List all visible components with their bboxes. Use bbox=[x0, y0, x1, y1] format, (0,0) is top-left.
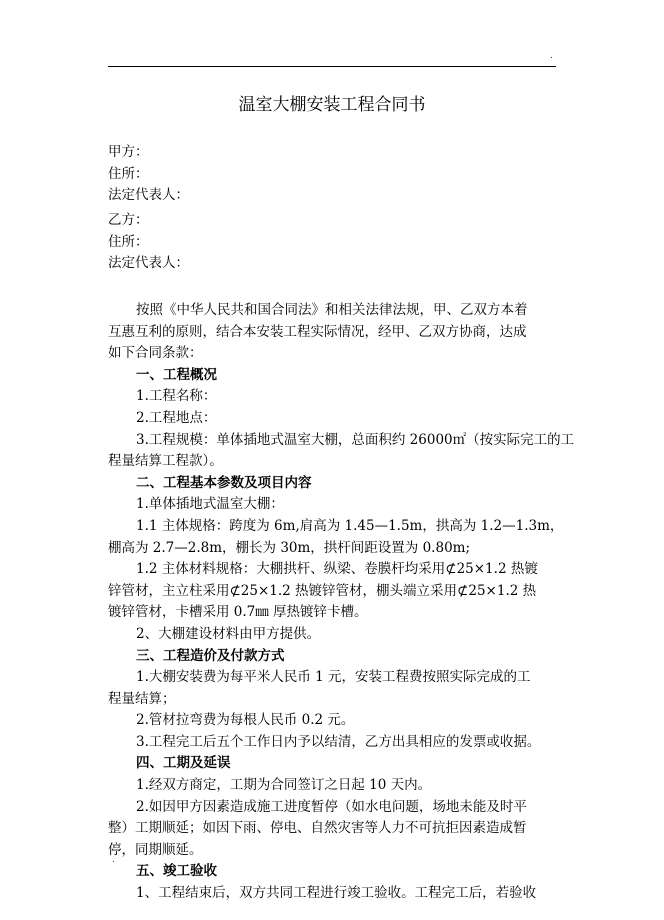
body-line: 锌管材，主立柱采用⊄25×1.2 热镀锌管材，棚头端立采用⊄25×1.2 热 bbox=[108, 582, 537, 599]
body-line: 3.工程完工后五个工作日内予以结清，乙方出具相应的发票或收据。 bbox=[136, 733, 541, 750]
body-line: 1.单体插地式温室大棚： bbox=[136, 496, 284, 513]
body-line: 棚高为 2.7—2.8m，棚长为 30m，拱杆间距设置为 0.80m; bbox=[108, 539, 471, 556]
section-heading: 一、工程概况 bbox=[136, 366, 217, 383]
body-line: 整）工期顺延；如因下雨、停电、自然灾害等人力不可抗拒因素造成暂 bbox=[108, 820, 527, 837]
section-heading: 三、工程造价及付款方式 bbox=[136, 647, 285, 664]
header-rule bbox=[108, 66, 556, 67]
body-line: 程量结算； bbox=[108, 690, 176, 707]
party-b-block bbox=[108, 210, 560, 275]
party-a-block bbox=[108, 142, 560, 207]
corner-mark-bottom: . bbox=[112, 855, 115, 865]
body-line: 1.大棚安装费为每平米人民币 1 元，安装工程费按照实际完成的工 bbox=[136, 669, 531, 686]
body-line: 2、大棚建设材料由甲方提供。 bbox=[136, 625, 321, 642]
party-b-address-label: 住所： bbox=[108, 233, 149, 250]
section-heading: 四、工期及延误 bbox=[136, 755, 231, 772]
section-heading: 二、工程基本参数及项目内容 bbox=[136, 474, 312, 491]
body-line: 1.2 主体材料规格：大棚拱杆、纵梁、卷膜杆均采用⊄25×1.2 热镀 bbox=[136, 561, 538, 578]
corner-mark-top: . bbox=[550, 51, 553, 61]
body-line: 2.如因甲方因素造成施工进度暂停（如水电问题，场地未能及时平 bbox=[136, 798, 527, 815]
party-a-rep-label: 法定代表人： bbox=[108, 187, 189, 204]
body-line: 停，同期顺延。 bbox=[108, 841, 203, 858]
body-line: 互惠互利的原则，结合本安装工程实际情况，经甲、乙双方协商，达成 bbox=[108, 323, 527, 340]
body-line: 1、工程结束后，双方共同工程进行竣工验收。工程完工后，若验收 bbox=[136, 885, 537, 902]
document-title: 温室大棚安装工程合同书 bbox=[238, 95, 426, 115]
section-heading: 五、竣工验收 bbox=[136, 863, 217, 880]
body-line: 如下合同条款： bbox=[108, 345, 203, 362]
body-line: 1.1 主体规格：跨度为 6m,肩高为 1.45—1.5m，拱高为 1.2—1.3m， bbox=[136, 517, 564, 534]
body-line: 镀锌管材，卡槽采用 0.7㎜ 厚热镀锌卡槽。 bbox=[108, 604, 368, 621]
body-line: 程量结算工程款）。 bbox=[108, 453, 223, 470]
body-line: 按照《中华人民共和国合同法》和相关法律法规，甲、乙双方本着 bbox=[136, 302, 528, 318]
body-line: 1.工程名称： bbox=[136, 388, 217, 405]
body-line: 3.工程规模：单体插地式温室大棚，总面积约 26000㎡（按实际完工的工 bbox=[136, 431, 575, 448]
body-line: 1.经双方商定，工期为合同签订之日起 10 天内。 bbox=[136, 777, 432, 794]
party-b-name-label: 乙方： bbox=[108, 212, 149, 228]
party-a-name-label: 甲方： bbox=[108, 144, 149, 160]
contract-body bbox=[108, 300, 575, 905]
party-a-address-label: 住所： bbox=[108, 165, 149, 182]
party-b-rep-label: 法定代表人： bbox=[108, 255, 189, 272]
body-line: 2.管材拉弯费为每根人民币 0.2 元。 bbox=[136, 712, 355, 729]
body-line: 2.工程地点： bbox=[136, 409, 217, 426]
